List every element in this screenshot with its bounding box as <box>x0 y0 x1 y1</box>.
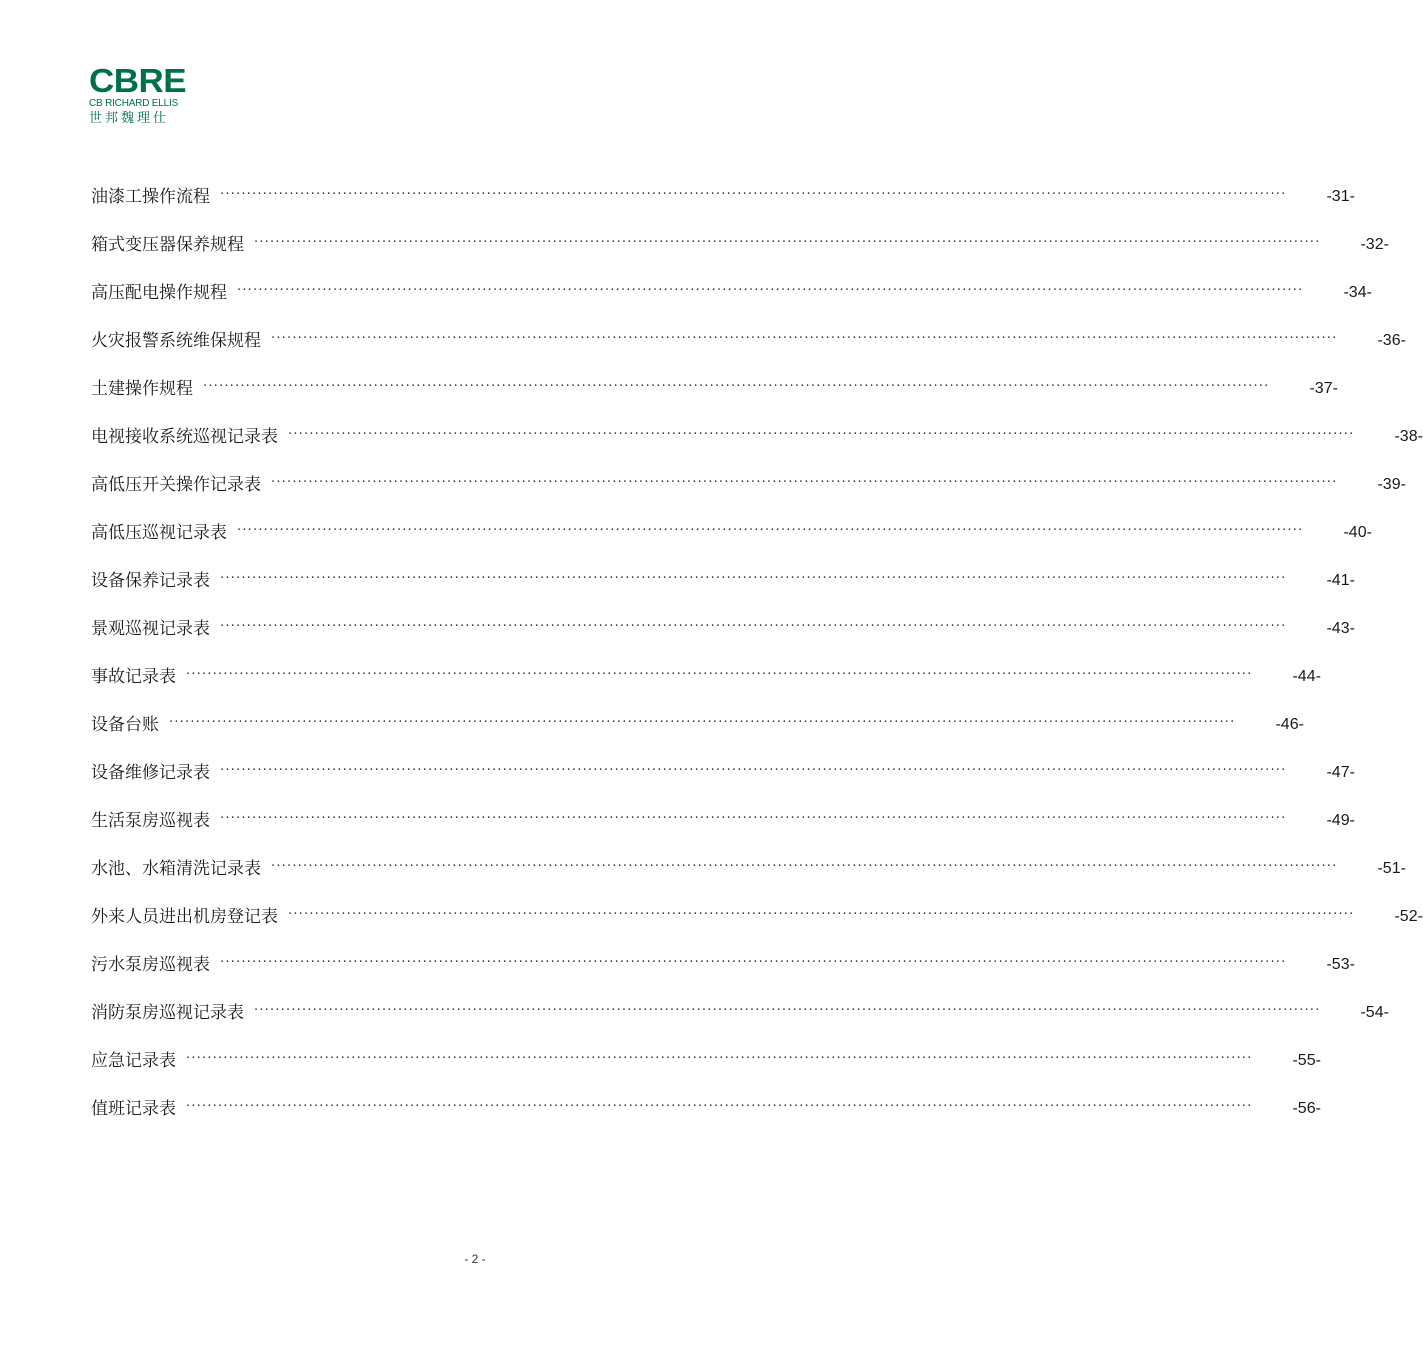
toc-entry-page: -31- <box>1326 188 1355 205</box>
toc-entry[interactable] <box>91 280 1372 328</box>
toc-entry[interactable] <box>91 808 1355 856</box>
toc-entry-page: -38- <box>1394 428 1423 445</box>
toc-entry-page: -47- <box>1326 764 1355 781</box>
logo-chinese-name: 世邦魏理仕 <box>89 111 170 126</box>
toc-leader-dots: ········································································································································································································ <box>220 955 1287 970</box>
toc-leader-dots: ········································································································································································································ <box>220 187 1287 202</box>
logo-wordmark: CBRE <box>89 62 187 99</box>
toc-entry[interactable] <box>91 184 1355 232</box>
toc-entry[interactable] <box>91 1048 1321 1096</box>
toc-entry[interactable] <box>91 1000 1389 1048</box>
toc-leader-dots: ········································································································································································································ <box>254 235 1321 250</box>
toc-entry-page: -54- <box>1360 1004 1389 1021</box>
toc-entry-title: 设备保养记录表 <box>91 571 210 591</box>
toc-entry-page: -55- <box>1292 1052 1321 1069</box>
toc-entry-page: -37- <box>1309 380 1338 397</box>
toc-leader-dots: ········································································································································································································ <box>288 907 1355 922</box>
toc-entry[interactable] <box>91 376 1338 424</box>
toc-entry-title: 消防泵房巡视记录表 <box>91 1003 244 1023</box>
toc-leader-dots: ········································································································································································································ <box>288 427 1355 442</box>
toc-entry-title: 污水泵房巡视表 <box>91 955 210 975</box>
toc-entry[interactable] <box>91 952 1355 1000</box>
toc-entry-title: 事故记录表 <box>91 667 176 687</box>
toc-entry[interactable] <box>91 760 1355 808</box>
company-logo <box>89 62 199 126</box>
toc-entry-title: 油漆工操作流程 <box>91 187 210 207</box>
toc-entry-title: 高低压巡视记录表 <box>91 523 227 543</box>
toc-entry-page: -53- <box>1326 956 1355 973</box>
toc-leader-dots: ········································································································································································································ <box>220 811 1287 826</box>
toc-leader-dots: ········································································································································································································ <box>186 667 1253 682</box>
toc-entry-page: -32- <box>1360 236 1389 253</box>
toc-entry[interactable] <box>91 232 1389 280</box>
toc-leader-dots: ········································································································································································································ <box>220 571 1287 586</box>
toc-leader-dots: ········································································································································································································ <box>271 475 1338 490</box>
toc-leader-dots: ········································································································································································································ <box>220 619 1287 634</box>
toc-entry-page: -49- <box>1326 812 1355 829</box>
toc-leader-dots: ········································································································································································································ <box>203 379 1270 394</box>
toc-leader-dots: ········································································································································································································ <box>220 763 1287 778</box>
toc-entry-page: -36- <box>1377 332 1406 349</box>
toc-entry[interactable] <box>91 1096 1321 1144</box>
toc-entry[interactable] <box>91 664 1321 712</box>
toc-entry-title: 设备台账 <box>91 715 159 735</box>
toc-leader-dots: ········································································································································································································ <box>169 715 1236 730</box>
toc-entry-title: 水池、水箱清洗记录表 <box>91 859 261 879</box>
toc-leader-dots: ········································································································································································································ <box>237 283 1304 298</box>
toc-entry-page: -34- <box>1343 284 1372 301</box>
toc-entry-title: 高低压开关操作记录表 <box>91 475 261 495</box>
toc-entry-page: -39- <box>1377 476 1406 493</box>
page-number: - 2 - <box>464 1252 486 1266</box>
toc-entry-title: 土建操作规程 <box>91 379 193 399</box>
toc-leader-dots: ········································································································································································································ <box>186 1099 1253 1114</box>
toc-entry-title: 电视接收系统巡视记录表 <box>91 427 278 447</box>
toc-entry[interactable] <box>91 472 1406 520</box>
toc-entry[interactable] <box>91 520 1372 568</box>
toc-entry-page: -56- <box>1292 1100 1321 1117</box>
toc-entry-page: -46- <box>1275 716 1304 733</box>
table-of-contents <box>91 184 1423 1144</box>
toc-entry[interactable] <box>91 328 1406 376</box>
toc-leader-dots: ········································································································································································································ <box>271 859 1338 874</box>
toc-entry-page: -44- <box>1292 668 1321 685</box>
toc-entry[interactable] <box>91 616 1355 664</box>
logo-subtitle: CB RICHARD ELLIS <box>89 98 179 109</box>
toc-entry-page: -52- <box>1394 908 1423 925</box>
toc-entry-page: -40- <box>1343 524 1372 541</box>
toc-entry-page: -43- <box>1326 620 1355 637</box>
toc-leader-dots: ········································································································································································································ <box>254 1003 1321 1018</box>
toc-entry-page: -51- <box>1377 860 1406 877</box>
toc-entry-title: 火灾报警系统维保规程 <box>91 331 261 351</box>
toc-entry-title: 生活泵房巡视表 <box>91 811 210 831</box>
toc-entry-title: 值班记录表 <box>91 1099 176 1119</box>
toc-entry-title: 景观巡视记录表 <box>91 619 210 639</box>
toc-entry-title: 设备维修记录表 <box>91 763 210 783</box>
toc-entry[interactable] <box>91 568 1355 616</box>
toc-entry[interactable] <box>91 856 1406 904</box>
toc-entry-page: -41- <box>1326 572 1355 589</box>
toc-entry-title: 外来人员进出机房登记表 <box>91 907 278 927</box>
toc-entry[interactable] <box>91 904 1423 952</box>
toc-entry[interactable] <box>91 424 1423 472</box>
toc-leader-dots: ········································································································································································································ <box>186 1051 1253 1066</box>
toc-leader-dots: ········································································································································································································ <box>271 331 1338 346</box>
toc-leader-dots: ········································································································································································································ <box>237 523 1304 538</box>
toc-entry[interactable] <box>91 712 1304 760</box>
toc-entry-title: 应急记录表 <box>91 1051 176 1071</box>
toc-entry-title: 高压配电操作规程 <box>91 283 227 303</box>
toc-entry-title: 箱式变压器保养规程 <box>91 235 244 255</box>
